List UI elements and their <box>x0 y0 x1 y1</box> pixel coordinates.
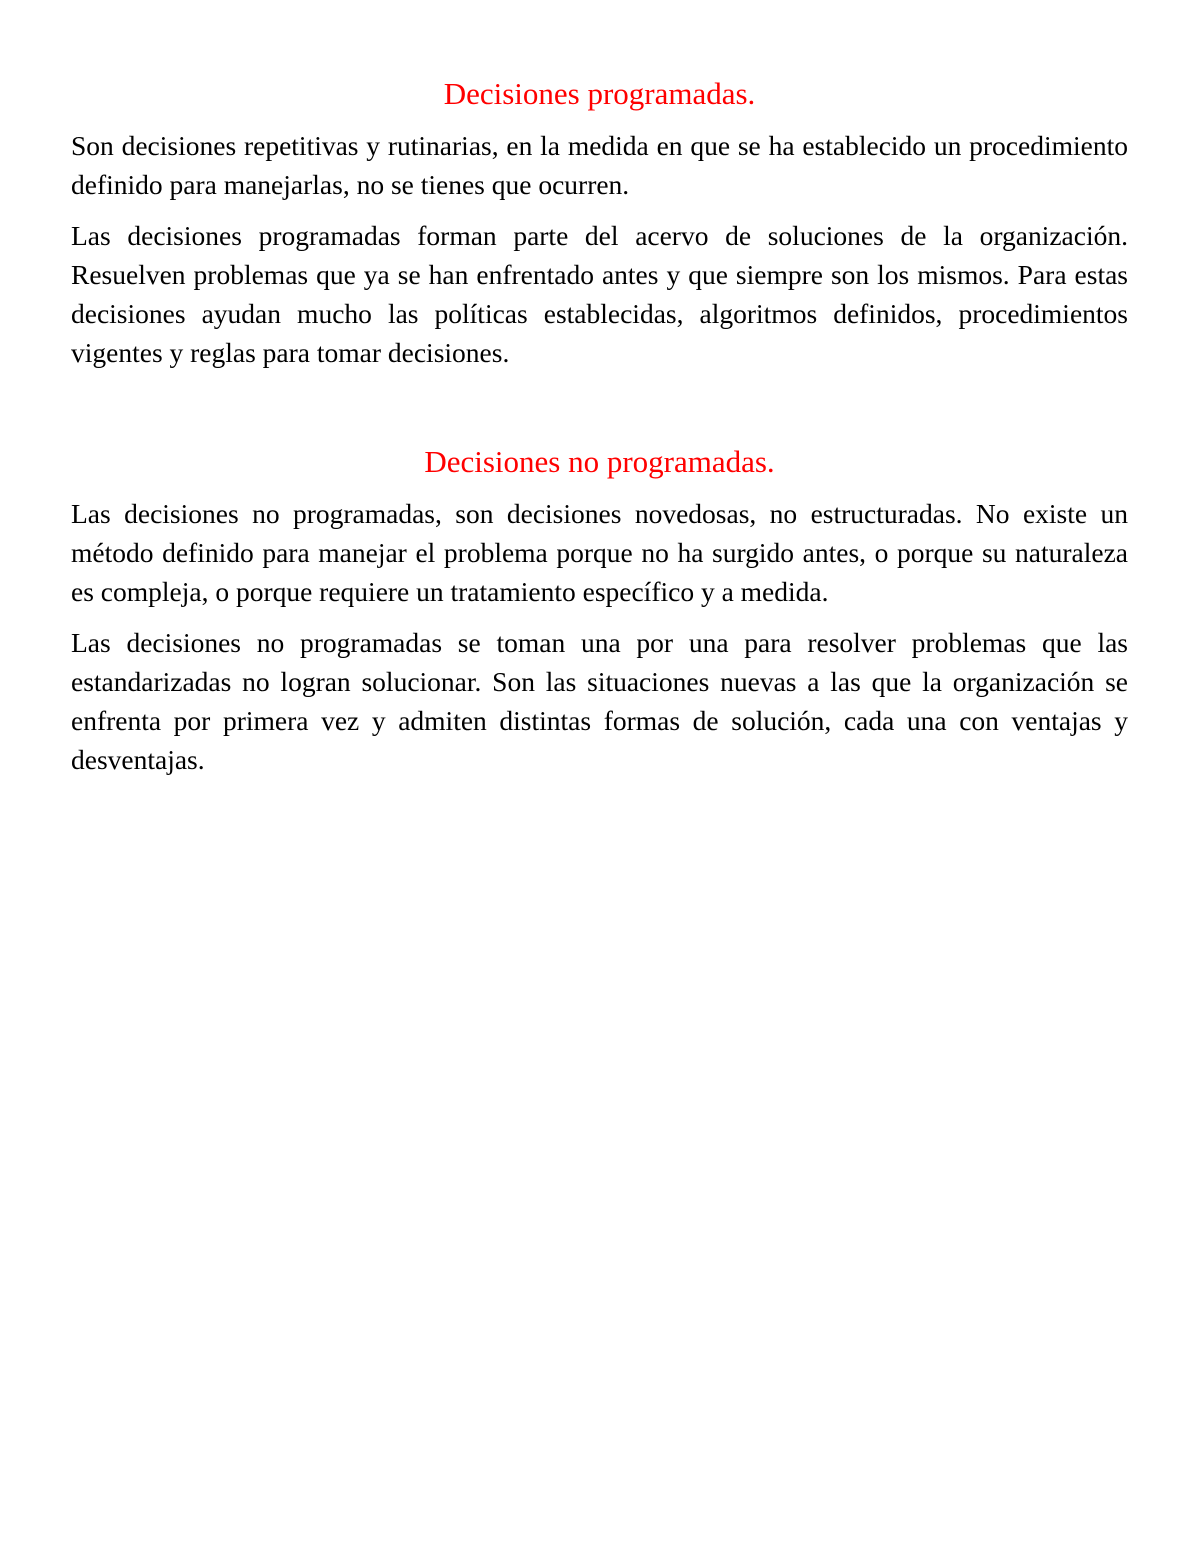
paragraph: Son decisiones repetitivas y rutinarias, en la medida en que se ha establecido un procedimiento definido para manejarlas, no se tienes que ocurren. <box>71 130 1128 200</box>
section-heading: Decisiones programadas. <box>443 76 756 111</box>
paragraph: Las decisiones programadas forman parte del acervo de soluciones de la organización. Resuelven problemas que ya se han enfrentado antes y que siempre son los mismos. Para estas decisiones ayudan mucho las políticas establecidas, algoritmos definidos, procedimientos vigentes y reglas para tomar decisiones. <box>71 220 1128 368</box>
paragraph: Las decisiones no programadas, son decisiones novedosas, no estructuradas. No existe un método definido para manejar el problema porque no ha surgido antes, o porque su naturaleza es compleja, o porque requiere un tratamiento específico y a medida. <box>71 498 1128 607</box>
section-programmed-decisions <box>71 72 1128 372</box>
document-page <box>71 72 1128 791</box>
section-spacer <box>71 384 1128 440</box>
paragraph: Las decisiones no programadas se toman una por una para resolver problemas que las estandarizadas no logran solucionar. Son las situaciones nuevas a las que la organización se enfrenta por primera vez y admiten distintas formas de solución, cada una con ventajas y desventajas. <box>71 627 1128 775</box>
section-heading: Decisiones no programadas. <box>424 444 775 479</box>
section-non-programmed-decisions <box>71 440 1128 779</box>
